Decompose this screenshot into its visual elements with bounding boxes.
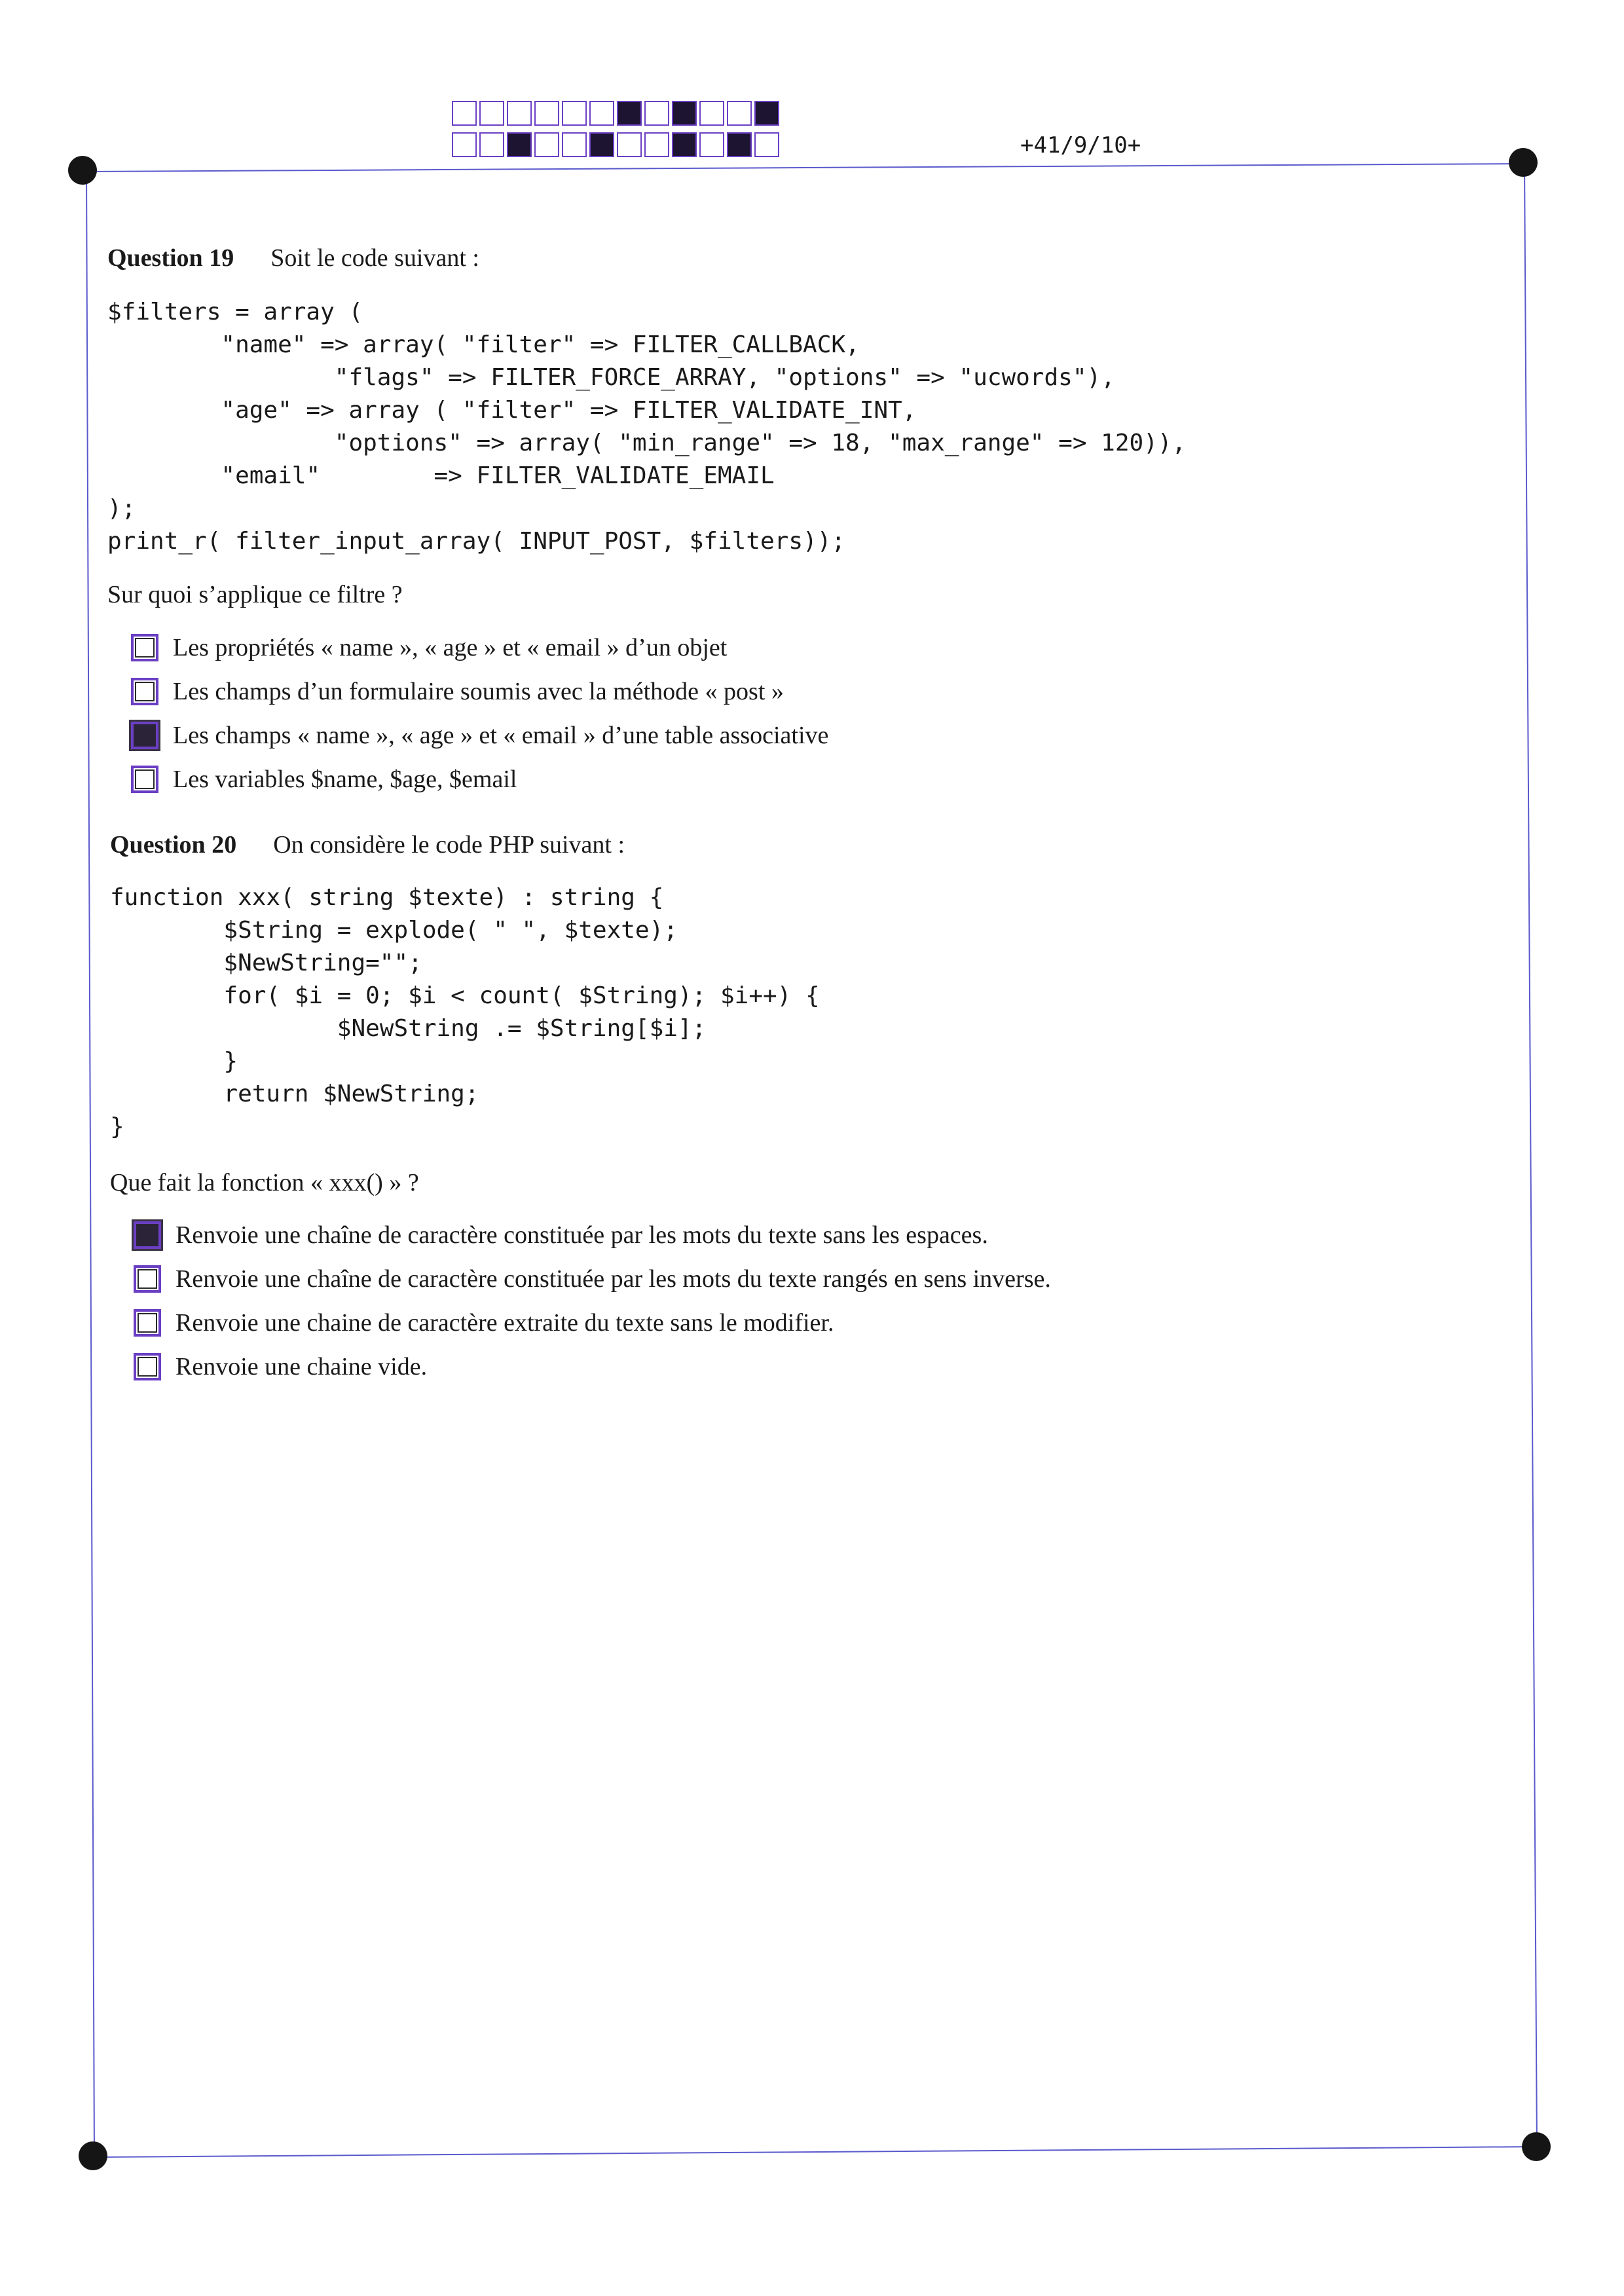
answer-text: Renvoie une chaine vide.	[175, 1352, 428, 1380]
question-20-options	[134, 1213, 1051, 1388]
bar-row	[452, 132, 782, 157]
answer-checkbox[interactable]	[134, 1353, 161, 1380]
question-19-prompt: Sur quoi s’applique ce filtre ?	[107, 581, 403, 608]
question-20-title	[110, 830, 625, 859]
bar-cell-empty	[452, 132, 477, 157]
corner-mark-top-right	[1509, 148, 1538, 177]
bar-cell-filled	[672, 132, 697, 157]
bar-cell-empty	[534, 132, 559, 157]
answer-text: Les propriétés « name », « age » et « email » d’un objet	[173, 633, 728, 661]
question-19-code: $filters = array ( "name" => array( "filter" => FILTER_CALLBACK, "flags" => FILTER_FORCE_ARRAY, "options" => "ucwords"), "age" => array ( "filter" => FILTER_VALIDATE_INT, "options" => array( "min_range" => 18, "max_range" => 120)), "email" => FILTER_VALIDATE_EMAIL ); print_r( filter_input_array( INPUT_POST, $filters));	[107, 299, 1187, 555]
answer-text: Renvoie une chaine de caractère extraite du texte sans le modifier.	[175, 1308, 834, 1337]
bar-row	[452, 101, 782, 126]
answer-option[interactable]	[131, 757, 828, 801]
bar-cell-empty	[479, 101, 504, 126]
answer-text: Les variables $name, $age, $email	[173, 765, 517, 793]
answer-text: Les champs d’un formulaire soumis avec la méthode « post »	[173, 677, 784, 705]
question-intro: Soit le code suivant :	[270, 244, 479, 272]
answer-option[interactable]	[134, 1301, 1051, 1344]
answer-option[interactable]	[131, 669, 828, 713]
question-intro: On considère le code PHP suivant :	[273, 831, 625, 859]
corner-mark-bottom-left	[79, 2141, 107, 2170]
answer-option[interactable]	[134, 1344, 1051, 1388]
question-label: Question 19	[107, 244, 234, 272]
bar-cell-filled	[507, 132, 532, 157]
question-19-title	[107, 244, 479, 272]
answer-checkbox[interactable]	[131, 766, 158, 793]
checked-checkbox[interactable]	[131, 722, 158, 749]
bar-cell-empty	[754, 132, 779, 157]
question-20-prompt: Que fait la fonction « xxx() » ?	[110, 1169, 419, 1196]
bar-cell-empty	[562, 132, 587, 157]
bar-cell-empty	[534, 101, 559, 126]
answer-option[interactable]	[134, 1257, 1051, 1301]
answer-option[interactable]	[131, 713, 828, 757]
bar-cell-empty	[562, 101, 587, 126]
answer-option[interactable]	[134, 1213, 1051, 1257]
bar-cell-filled	[589, 132, 614, 157]
bar-cell-filled	[617, 101, 642, 126]
answer-checkbox[interactable]	[134, 1309, 161, 1337]
answer-checkbox[interactable]	[134, 1265, 161, 1293]
binary-id-bars	[452, 101, 782, 164]
answer-text: Renvoie une chaîne de caractère constituée par les mots du texte rangés en sens inverse.	[175, 1265, 1051, 1293]
bar-cell-empty	[479, 132, 504, 157]
corner-mark-top-left	[68, 156, 97, 185]
bar-cell-empty	[617, 132, 642, 157]
corner-mark-bottom-right	[1522, 2132, 1551, 2161]
answer-option[interactable]	[131, 625, 828, 669]
bar-cell-empty	[699, 132, 724, 157]
question-19-options	[131, 625, 828, 801]
bar-cell-empty	[644, 101, 669, 126]
bar-cell-empty	[644, 132, 669, 157]
bar-cell-filled	[672, 101, 697, 126]
answer-checkbox[interactable]	[131, 634, 158, 661]
bar-cell-empty	[727, 101, 752, 126]
question-label: Question 20	[110, 831, 237, 859]
answer-text: Les champs « name », « age » et « email » d’une table associative	[173, 721, 829, 749]
bar-cell-empty	[589, 101, 614, 126]
bar-cell-empty	[507, 101, 532, 126]
bar-cell-empty	[452, 101, 477, 126]
answer-checkbox[interactable]	[131, 678, 158, 705]
bar-cell-empty	[699, 101, 724, 126]
checked-checkbox[interactable]	[134, 1221, 161, 1249]
answer-text: Renvoie une chaîne de caractère constituée par les mots du texte sans les espaces.	[175, 1221, 988, 1249]
page-id: +41/9/10+	[1020, 132, 1141, 158]
question-20-code: function xxx( string $texte) : string { $String = explode( " ", $texte); $NewString=""; for( $i = 0; $i < count( $String); $i++) { $NewString .= $String[$i]; } return $NewString; }	[110, 884, 820, 1140]
bar-cell-filled	[754, 101, 779, 126]
bar-cell-filled	[727, 132, 752, 157]
